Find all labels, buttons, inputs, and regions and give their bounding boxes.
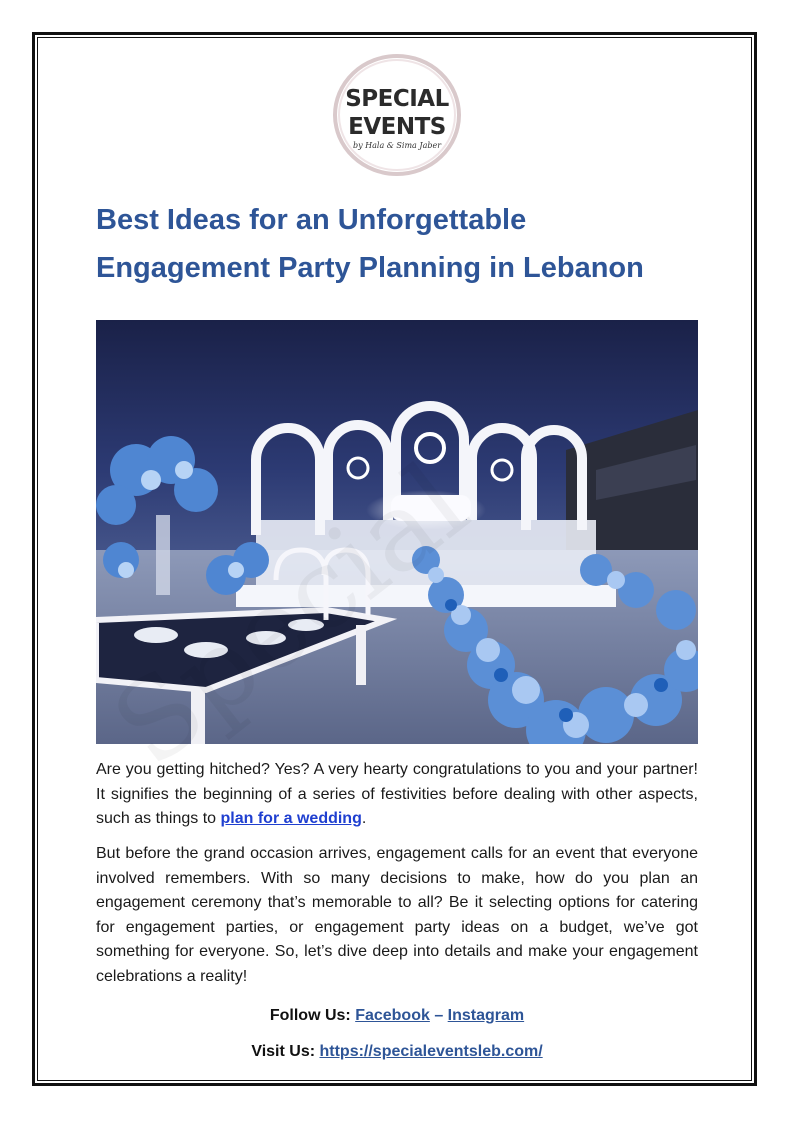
plan-for-a-wedding-link[interactable]: plan for a wedding xyxy=(220,810,362,827)
event-venue-photo xyxy=(96,320,698,744)
intro-text-end: . xyxy=(361,810,367,827)
facebook-link[interactable]: Facebook xyxy=(355,1007,430,1024)
logo-line1: SPECIAL xyxy=(345,86,449,112)
intro-text: Are you getting hitched? Yes? A very hearty congratulations to you and your partner! It signifies the beginning of a series of festivities before dealing with other aspects, such as things to xyxy=(96,761,698,827)
follow-us-line xyxy=(96,1004,698,1028)
page-title xyxy=(96,196,716,292)
link-separator: – xyxy=(429,1007,448,1024)
intro-paragraph xyxy=(96,758,698,832)
visit-us-label: Visit Us: xyxy=(251,1043,320,1060)
body-paragraph: But before the grand occasion arrives, engagement calls for an event that everyone involved remembers. With so many decisions to make, how do you plan an engagement ceremony that’s memorable to all? Be it selecting options for catering for engagement parties, or engagement party ideas on a budget, we’ve got something for everyone. So, let’s dive deep into details and make your engagement celebrations a reality! xyxy=(96,845,698,985)
visit-us-line xyxy=(96,1040,698,1064)
website-link[interactable]: https://specialeventsleb.com/ xyxy=(319,1043,543,1060)
title-line-1: Best Ideas for an Unforgettable xyxy=(96,204,527,236)
special-events-logo xyxy=(331,52,463,178)
logo-tagline: by Hala & Sima Jaber xyxy=(352,141,442,150)
follow-us-label: Follow Us: xyxy=(269,1007,356,1024)
instagram-link[interactable]: Instagram xyxy=(447,1007,525,1024)
logo-line2: EVENTS xyxy=(348,114,446,140)
title-line-2: Engagement Party Planning in Lebanon xyxy=(96,252,644,284)
